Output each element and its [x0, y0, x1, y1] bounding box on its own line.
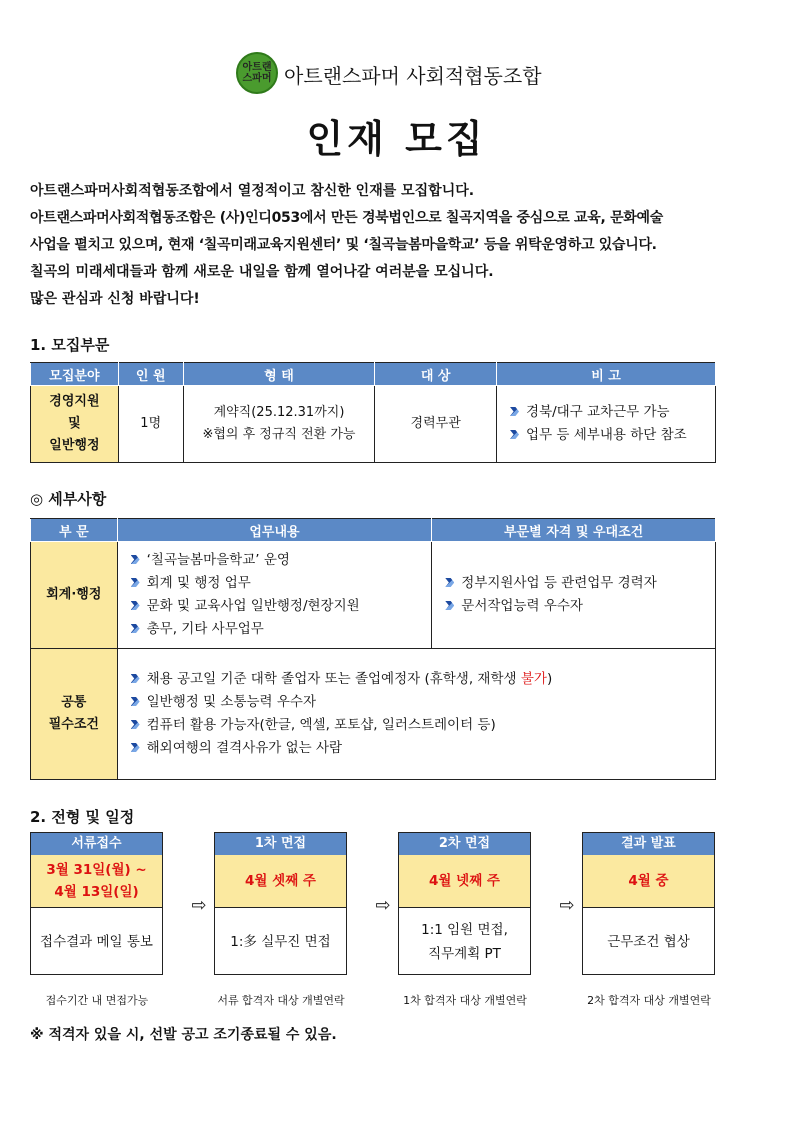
duties-cell	[117, 542, 432, 649]
list-item: 업무 등 세부내용 하단 참조	[508, 424, 714, 447]
step-box	[398, 832, 531, 975]
field-line: 및	[68, 416, 81, 431]
step-caption: 2차 합격자 대상 개별연락	[587, 994, 711, 1007]
column-header: 부문별 자격 및 우대조건	[432, 519, 716, 542]
label-line: 필수조건	[48, 717, 99, 732]
step-box	[30, 832, 163, 975]
list-item: ‘칠곡늘봄마을학교’ 운영	[129, 549, 431, 572]
intro-line: 칠곡의 미래세대들과 함께 새로운 내일을 함께 열어나갈 여러분을 모십니다.	[30, 264, 494, 280]
section-label-cell	[31, 649, 118, 780]
table-row	[31, 542, 716, 649]
desc-line: 1:1 임원 면접,	[421, 921, 508, 938]
list-item: 해외여행의 결격사유가 없는 사람	[129, 737, 714, 760]
section-label-cell: 회계·행정	[31, 542, 118, 649]
qualifications-cell	[432, 542, 716, 649]
desc-line: 직무계획 PT	[428, 945, 501, 962]
label-line: 공통	[61, 695, 87, 710]
qualifications-list	[433, 572, 714, 618]
step-date	[583, 855, 714, 908]
requirement-text: )	[546, 671, 553, 687]
date-line: 4월 셋째 주	[245, 873, 316, 889]
step-date	[31, 855, 162, 908]
list-item: 문화 및 교육사업 일반행정/현장지원	[129, 595, 431, 618]
type-line: ※협의 후 정규직 전환 가능	[202, 427, 356, 442]
requirements-list	[119, 668, 714, 760]
type-line: 계약직(25.12.31까지)	[213, 405, 345, 420]
arrow-right-icon: ⇨	[559, 895, 575, 916]
section-heading-details: ◎ 세부사항	[30, 490, 107, 508]
column-header: 대 상	[375, 363, 497, 386]
desc-line: 1:多 실무진 면접	[230, 933, 331, 950]
step-description	[399, 908, 530, 975]
duties-list	[119, 549, 431, 641]
column-header: 모집분야	[31, 363, 119, 386]
requirement-text: 채용 공고일 기준 대학 졸업자 또는 졸업예정자 (휴학생, 재학생	[146, 671, 521, 687]
logo	[236, 52, 278, 94]
notes-cell	[497, 386, 716, 463]
date-line: 4월 13일(일)	[54, 884, 139, 900]
organization-name: 아트랜스파머 사회적협동조합	[284, 64, 542, 88]
desc-line: 근무조건 협상	[607, 933, 690, 950]
list-item: 정부지원사업 등 관련업무 경력자	[443, 572, 714, 595]
step-title: 1차 면접	[215, 833, 346, 855]
intro-line: 아트랜스파머사회적협동조합은 (사)인디053에서 만든 경북법인으로 칠곡지역을 중심으로 교육, 문화예술	[30, 210, 663, 226]
column-header: 형 태	[183, 363, 375, 386]
intro-paragraph	[30, 178, 770, 313]
list-item: 총무, 기타 사무업무	[129, 618, 431, 641]
date-line: 4월 중	[628, 873, 669, 889]
column-header: 업무내용	[117, 519, 432, 542]
list-item: 일반행정 및 소통능력 우수자	[129, 691, 714, 714]
count-cell: 1명	[118, 386, 183, 463]
step-title: 2차 면접	[399, 833, 530, 855]
requirements-cell	[117, 649, 715, 780]
arrow-right-icon: ⇨	[375, 895, 391, 916]
field-line: 경영지원	[49, 394, 100, 409]
target-cell: 경력무관	[375, 386, 497, 463]
column-header: 인 원	[118, 363, 183, 386]
section-heading-recruitment: 1. 모집부문	[30, 336, 110, 354]
details-table	[30, 518, 716, 780]
footnote: ※ 적격자 있을 시, 선발 공고 조기종료될 수 있음.	[30, 1027, 337, 1043]
requirement-highlight: 불가	[520, 671, 547, 687]
list-item: 경북/대구 교차근무 가능	[508, 401, 714, 424]
date-line: 3월 31일(월) ~	[46, 862, 147, 878]
step-box	[582, 832, 715, 975]
intro-line: 아트랜스파머사회적협동조합에서 열정적이고 참신한 인재를 모집합니다.	[30, 183, 475, 199]
list-item: 회계 및 행정 업무	[129, 572, 431, 595]
field-line: 일반행정	[49, 438, 100, 453]
intro-line: 많은 관심과 신청 바랍니다!	[30, 291, 200, 307]
list-item	[129, 668, 714, 691]
step-description	[583, 908, 714, 975]
step-title: 서류접수	[31, 833, 162, 855]
step-description	[31, 908, 162, 975]
notes-list	[498, 401, 714, 447]
section-heading-schedule: 2. 전형 및 일정	[30, 808, 135, 826]
logo-text: 아트랜스파머	[242, 62, 272, 84]
recruitment-table	[30, 362, 716, 463]
type-cell	[183, 386, 375, 463]
step-date	[399, 855, 530, 908]
arrow-right-icon: ⇨	[191, 895, 207, 916]
step-title: 결과 발표	[583, 833, 714, 855]
step-caption: 1차 합격자 대상 개별연락	[403, 994, 527, 1007]
column-header: 비 고	[497, 363, 716, 386]
desc-line: 접수결과 메일 통보	[40, 933, 153, 950]
step-caption: 접수기간 내 면접가능	[45, 994, 149, 1007]
step-caption: 서류 합격자 대상 개별연락	[217, 994, 345, 1007]
date-line: 4월 넷째 주	[429, 873, 500, 889]
step-box	[214, 832, 347, 975]
column-header: 부 문	[31, 519, 118, 542]
step-date	[215, 855, 346, 908]
table-row	[31, 649, 716, 780]
table-row	[31, 386, 716, 463]
step-description	[215, 908, 346, 975]
intro-line: 사업을 펼치고 있으며, 현재 ‘칠곡미래교육지원센터’ 및 ‘칠곡늘봄마을학교’ 등을 위탁운영하고 있습니다.	[30, 237, 657, 253]
page-title: 인재 모집	[306, 117, 487, 161]
table-header-row	[31, 519, 716, 542]
list-item: 컴퓨터 활용 가능자(한글, 엑셀, 포토샵, 일러스트레이터 등)	[129, 714, 714, 737]
field-cell	[31, 386, 119, 463]
table-header-row	[31, 363, 716, 386]
list-item: 문서작업능력 우수자	[443, 595, 714, 618]
